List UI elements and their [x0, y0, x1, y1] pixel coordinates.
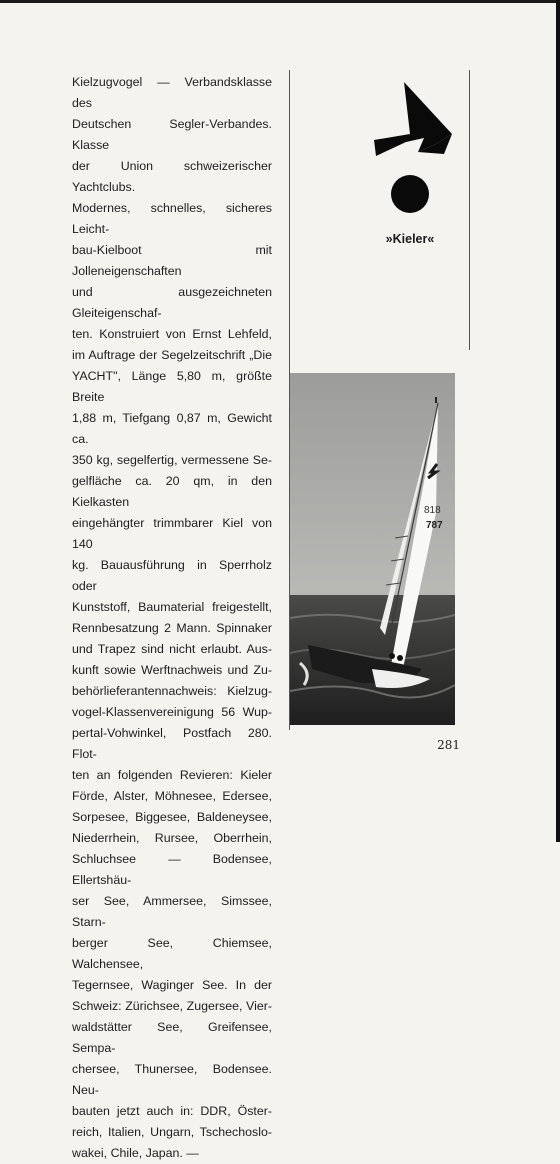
article-line: der Union schweizerischer Yachtclubs. — [72, 159, 272, 194]
article-line: gelfläche ca. 20 qm, in den Kielkasten — [72, 474, 272, 509]
article-line: chersee, Thunersee, Bodensee. Neu- — [72, 1062, 272, 1097]
article-line: kg. Bauausführung in Sperrholz oder — [72, 558, 272, 593]
article-line: im Auftrage der Segelzeitschrift „Die — [72, 348, 272, 362]
article-line: Modernes, schnelles, sicheres Leicht- — [72, 201, 272, 236]
right-edge-shadow — [556, 0, 560, 842]
article-line: berger See, Chiemsee, Walchensee, — [72, 936, 272, 971]
article-line: wakei, Chile, Japan. — — [72, 1146, 199, 1160]
article-line: vogel-Klassenvereinigung 56 Wup- — [72, 705, 272, 719]
page-number: 281 — [437, 738, 460, 752]
article-line: Tegernsee, Waginger See. In der — [72, 978, 272, 992]
article-line: waldstätter See, Greifensee, Sempa- — [72, 1020, 272, 1055]
article-line: Rennbesatzung 2 Mann. Spinnaker — [72, 621, 272, 635]
article-line: ten. Konstruiert von Ernst Lehfeld, — [72, 327, 272, 341]
article-line: Schweiz: Zürichsee, Zugersee, Vier- — [72, 999, 272, 1013]
article-line: bauten jetzt auch in: DDR, Öster- — [72, 1104, 272, 1118]
class-name-label: »Kieler« — [385, 232, 435, 246]
article-line: 1,88 m, Tiefgang 0,87 m, Gewicht ca. — [72, 411, 272, 446]
article-line: eingehängter trimmbarer Kiel von 140 — [72, 516, 272, 551]
sailboat-photo — [290, 373, 455, 725]
article-line: Niederrhein, Rursee, Oberrhein, — [72, 831, 272, 845]
column-divider-right — [469, 70, 470, 350]
article-line: YACHT", Länge 5,80 m, größte Breite — [72, 369, 272, 404]
article-line: pertal-Vohwinkel, Postfach 280. Flot- — [72, 726, 272, 761]
article-line: ser See, Ammersee, Simssee, Starn- — [72, 894, 272, 929]
article-line: Schluchsee — Bodensee, Ellertshäu- — [72, 852, 272, 887]
article-line: Deutschen Segler-Verbandes. Klasse — [72, 117, 272, 152]
sail-number-top: 818 — [424, 505, 441, 516]
sail-number-bottom: 787 — [426, 520, 443, 531]
article-line: 350 kg, segelfertig, vermessene Se- — [72, 453, 272, 467]
article-line: kunft sowie Werftnachweis und Zu- — [72, 663, 272, 677]
article-line: Kunststoff, Baumaterial freigestellt, — [72, 600, 272, 614]
article-line: und Trapez sind nicht erlaubt. Aus- — [72, 642, 272, 656]
top-edge-shadow — [0, 0, 560, 3]
class-emblem-bird-icon — [372, 82, 454, 162]
article-line: ten an folgenden Revieren: Kieler — [72, 768, 272, 782]
article-line: Kielzugvogel — Verbandsklasse des — [72, 75, 272, 110]
article-line: bau-Kielboot mit Jolleneigenschaften — [72, 243, 272, 278]
article-text — [72, 72, 272, 1164]
article-line: behörlieferantennachweis: Kielzug- — [72, 684, 272, 698]
article-line: und ausgezeichneten Gleiteigenschaf- — [72, 285, 272, 320]
article-line: Förde, Alster, Möhnesee, Edersee, — [72, 789, 272, 803]
article-line: Sorpesee, Biggesee, Baldeneysee, — [72, 810, 272, 824]
class-emblem-dot — [391, 175, 429, 213]
article-line: reich, Italien, Ungarn, Tschechoslo- — [72, 1125, 272, 1139]
